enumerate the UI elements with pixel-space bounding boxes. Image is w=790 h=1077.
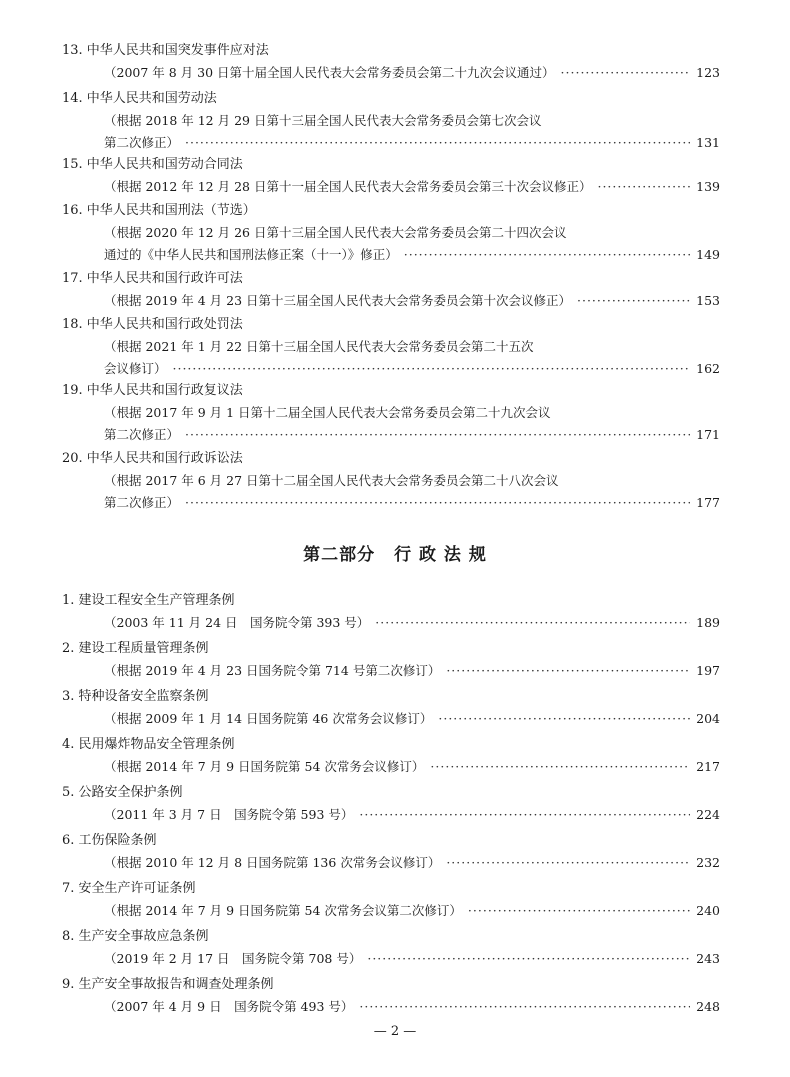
- toc-page-number: 243: [696, 951, 720, 966]
- toc-entry-source: （根据 2010 年 12 月 8 日国务院第 136 次常务会议修订）: [104, 855, 441, 870]
- toc-entry-title: 8. 生产安全事故应急条例: [62, 929, 209, 944]
- toc-entry[interactable]: [62, 735, 720, 779]
- toc-entry-source: （根据 2019 年 4 月 23 日第十三届全国人民代表大会常务委员会第十次会议修正）: [104, 293, 572, 308]
- toc-entry-title: 13. 中华人民共和国突发事件应对法: [62, 43, 269, 58]
- toc-page-number: 224: [696, 807, 720, 822]
- toc-entry-title: 3. 特种设备安全监察条例: [62, 689, 209, 704]
- toc-entry-source-line: [104, 177, 720, 197]
- toc-entry-title: 17. 中华人民共和国行政许可法: [62, 271, 243, 286]
- toc-entry-source: （2007 年 4 月 9 日 国务院令第 493 号）: [104, 999, 354, 1014]
- toc-entry-source: （根据 2018 年 12 月 29 日第十三届全国人民代表大会常务委员会第七次会议: [104, 113, 542, 128]
- toc-entry-source-line: [104, 949, 720, 969]
- toc-entry-source-line: [104, 613, 720, 633]
- dot-leader: [185, 133, 690, 153]
- toc-entry-title: 4. 民用爆炸物品安全管理条例: [62, 737, 235, 752]
- page-number: — 2 —: [373, 1024, 417, 1039]
- toc-entry[interactable]: [62, 155, 720, 199]
- toc-entry-title: 18. 中华人民共和国行政处罚法: [62, 317, 243, 332]
- section-heading: [0, 540, 790, 565]
- toc-page-number: 204: [696, 711, 720, 726]
- dot-leader: [404, 245, 690, 265]
- toc-entry[interactable]: [62, 449, 720, 515]
- toc-entry-source-line: [104, 709, 720, 729]
- toc-entry-source: （根据 2021 年 1 月 22 日第十三届全国人民代表大会常务委员会第二十五次: [104, 339, 534, 354]
- section-name: 行 政 法 规: [394, 545, 487, 565]
- toc-page-number: 171: [696, 427, 720, 442]
- toc-entry-source-line: [104, 493, 720, 513]
- toc-entry[interactable]: [62, 687, 720, 731]
- toc-page-number: 162: [696, 361, 720, 376]
- toc-entry-source: 第二次修正）: [104, 495, 180, 510]
- toc-entry[interactable]: [62, 315, 720, 381]
- toc-entry-title: 20. 中华人民共和国行政诉讼法: [62, 451, 243, 466]
- toc-entry-source: （根据 2009 年 1 月 14 日国务院第 46 次常务会议修订）: [104, 711, 433, 726]
- toc-page-number: 248: [696, 999, 720, 1014]
- toc-page-number: 240: [696, 903, 720, 918]
- dot-leader: [359, 997, 690, 1017]
- toc-entry[interactable]: [62, 639, 720, 683]
- toc-entry-source-line: [104, 245, 720, 265]
- toc-entry-title: 16. 中华人民共和国刑法（节选）: [62, 203, 256, 218]
- toc-entry-title: 19. 中华人民共和国行政复议法: [62, 383, 243, 398]
- toc-page-number: 123: [696, 65, 720, 80]
- dot-leader: [173, 359, 691, 379]
- section-part-label: 第二部分: [303, 545, 376, 565]
- toc-entry[interactable]: [62, 879, 720, 923]
- toc-entry[interactable]: [62, 89, 720, 155]
- dot-leader: [375, 613, 690, 633]
- toc-entry-source: （根据 2014 年 7 月 9 日国务院第 54 次常务会议修订）: [104, 759, 425, 774]
- toc-entry[interactable]: [62, 591, 720, 635]
- dot-leader: [561, 63, 691, 83]
- toc-entry-title: 14. 中华人民共和国劳动法: [62, 91, 217, 106]
- toc-entry[interactable]: [62, 927, 720, 971]
- toc-page-number: 149: [696, 247, 720, 262]
- toc-page-number: 177: [696, 495, 720, 510]
- toc-entry-source: （根据 2017 年 9 月 1 日第十二届全国人民代表大会常务委员会第二十九次会议: [104, 405, 551, 420]
- dot-leader: [438, 709, 690, 729]
- toc-entry-source-line: [104, 853, 720, 873]
- dot-leader: [185, 425, 690, 445]
- toc-entry-title: 2. 建设工程质量管理条例: [62, 641, 209, 656]
- toc-entry-title: 7. 安全生产许可证条例: [62, 881, 196, 896]
- toc-entry-source: （2019 年 2 月 17 日 国务院令第 708 号）: [104, 951, 362, 966]
- toc-entry-source-line: [104, 425, 720, 445]
- toc-entry-title: 9. 生产安全事故报告和调查处理条例: [62, 977, 274, 992]
- toc-entry-source-line: [104, 291, 720, 311]
- dot-leader: [446, 661, 690, 681]
- toc-entry-source-line: [104, 661, 720, 681]
- toc-entry-source-line: [104, 901, 720, 921]
- toc-entry-source-line: [104, 757, 720, 777]
- dot-leader: [597, 177, 690, 197]
- toc-entry-source: （根据 2019 年 4 月 23 日国务院令第 714 号第二次修订）: [104, 663, 441, 678]
- toc-page-number: 197: [696, 663, 720, 678]
- toc-entry-source: （2003 年 11 月 24 日 国务院令第 393 号）: [104, 615, 370, 630]
- toc-entry[interactable]: [62, 381, 720, 447]
- toc-entry-source: 通过的《中华人民共和国刑法修正案（十一）》修正）: [104, 247, 398, 262]
- toc-entry[interactable]: [62, 783, 720, 827]
- toc-entry[interactable]: [62, 831, 720, 875]
- toc-entry-source-line: [104, 133, 720, 153]
- toc-page-number: 139: [696, 179, 720, 194]
- toc-page-number: 217: [696, 759, 720, 774]
- dot-leader: [468, 901, 690, 921]
- dot-leader: [359, 805, 690, 825]
- toc-entry-source: （根据 2020 年 12 月 26 日第十三届全国人民代表大会常务委员会第二十四次会议: [104, 225, 567, 240]
- toc-entry-source: （2007 年 8 月 30 日第十届全国人民代表大会常务委员会第二十九次会议通过）: [104, 65, 555, 80]
- toc-entry-source: 第二次修正）: [104, 427, 180, 442]
- toc-page-number: 232: [696, 855, 720, 870]
- dot-leader: [185, 493, 690, 513]
- toc-entry[interactable]: [62, 41, 720, 85]
- dot-leader: [446, 853, 690, 873]
- toc-page-number: 131: [696, 135, 720, 150]
- toc-entry-title: 5. 公路安全保护条例: [62, 785, 183, 800]
- toc-entry-source-line: [104, 359, 720, 379]
- toc-page-number: 153: [696, 293, 720, 308]
- toc-entry-source-line: [104, 63, 720, 83]
- toc-entry-source: （根据 2017 年 6 月 27 日第十二届全国人民代表大会常务委员会第二十八次会议: [104, 473, 559, 488]
- toc-entry[interactable]: [62, 975, 720, 1019]
- toc-entry-source-line: [104, 997, 720, 1017]
- toc-entry-source: （根据 2012 年 12 月 28 日第十一届全国人民代表大会常务委员会第三十次会议修正）: [104, 179, 592, 194]
- toc-entry-source: 第二次修正）: [104, 135, 180, 150]
- toc-entry[interactable]: [62, 201, 720, 267]
- dot-leader: [367, 949, 690, 969]
- dot-leader: [430, 757, 690, 777]
- toc-entry-source-line: [104, 805, 720, 825]
- toc-entry-source: （2011 年 3 月 7 日 国务院令第 593 号）: [104, 807, 354, 822]
- toc-entry[interactable]: [62, 269, 720, 313]
- toc-entry-source: 会议修订）: [104, 361, 167, 376]
- toc-entry-title: 15. 中华人民共和国劳动合同法: [62, 157, 243, 172]
- toc-entry-title: 1. 建设工程安全生产管理条例: [62, 593, 235, 608]
- toc-entry-source: （根据 2014 年 7 月 9 日国务院第 54 次常务会议第二次修订）: [104, 903, 462, 918]
- toc-page-number: 189: [696, 615, 720, 630]
- toc-entry-title: 6. 工伤保险条例: [62, 833, 157, 848]
- dot-leader: [577, 291, 690, 311]
